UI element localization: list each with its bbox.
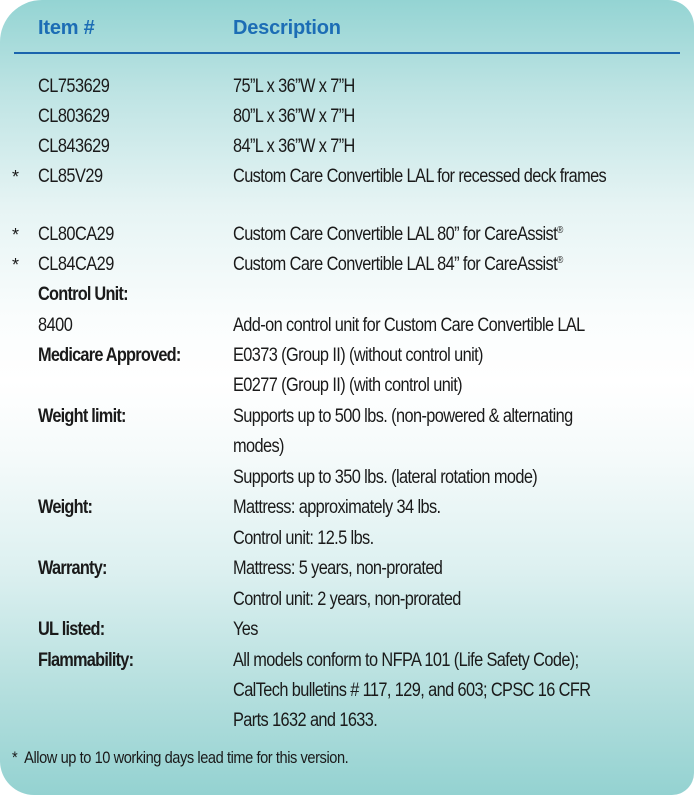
spec-value: CalTech bulletins # 117, 129, and 603; CPSC 16 CFR bbox=[233, 680, 591, 701]
spec-value: Supports up to 500 lbs. (non-powered & alternating bbox=[233, 406, 573, 427]
item-number: CL843629 bbox=[38, 136, 110, 157]
spec-value: modes) bbox=[233, 436, 284, 457]
table-row bbox=[0, 72, 694, 102]
asterisk-marker: * bbox=[12, 225, 20, 245]
spec-row-continuation bbox=[0, 371, 694, 401]
spec-value: Parts 1632 and 1633. bbox=[233, 710, 378, 731]
control-unit-row bbox=[0, 311, 694, 341]
spec-value: Yes bbox=[233, 619, 258, 640]
spec-label: Medicare Approved: bbox=[38, 345, 181, 366]
spec-label: Weight: bbox=[38, 497, 93, 518]
spec-row-continuation bbox=[0, 524, 694, 554]
spec-label: Weight limit: bbox=[38, 406, 126, 427]
control-unit-heading-row bbox=[0, 280, 694, 310]
spec-row-warranty bbox=[0, 554, 694, 584]
spec-label: Warranty: bbox=[38, 558, 107, 579]
control-unit-description: Add-on control unit for Custom Care Convertible LAL bbox=[233, 315, 585, 336]
footnote bbox=[12, 748, 403, 768]
spec-label: UL listed: bbox=[38, 619, 105, 640]
spec-value: E0373 (Group II) (without control unit) bbox=[233, 345, 483, 366]
table-header bbox=[38, 17, 678, 53]
spec-row-ul-listed bbox=[0, 615, 694, 645]
table-row bbox=[0, 162, 694, 192]
spec-row-continuation bbox=[0, 706, 694, 736]
control-unit-item-number: 8400 bbox=[38, 315, 73, 336]
registered-mark: ® bbox=[557, 225, 563, 236]
spec-row-weight-limit bbox=[0, 402, 694, 432]
spec-value: Control unit: 2 years, non-prorated bbox=[233, 589, 461, 610]
asterisk-marker: * bbox=[12, 167, 20, 187]
item-number: CL753629 bbox=[38, 76, 110, 97]
item-number: CL803629 bbox=[38, 106, 110, 127]
item-description: 84”L x 36”W x 7”H bbox=[233, 136, 355, 157]
asterisk-marker: * bbox=[12, 255, 20, 275]
spec-row-continuation bbox=[0, 676, 694, 706]
table-row bbox=[0, 250, 694, 280]
registered-mark: ® bbox=[557, 255, 563, 266]
spec-value: All models conform to NFPA 101 (Life Safety Code); bbox=[233, 650, 579, 671]
spec-value: Control unit: 12.5 lbs. bbox=[233, 528, 374, 549]
table-row bbox=[0, 132, 694, 162]
spec-row-medicare bbox=[0, 341, 694, 371]
spec-value: Supports up to 350 lbs. (lateral rotation mode) bbox=[233, 467, 538, 488]
spec-row-continuation bbox=[0, 585, 694, 615]
table-row bbox=[0, 220, 694, 250]
header-item-number: Item # bbox=[38, 17, 95, 39]
spec-value: Mattress: 5 years, non-prorated bbox=[233, 558, 443, 579]
table-row bbox=[0, 102, 694, 132]
item-description: 80”L x 36”W x 7”H bbox=[233, 106, 355, 127]
header-divider bbox=[14, 52, 680, 54]
spec-value: Mattress: approximately 34 lbs. bbox=[233, 497, 441, 518]
item-number: CL85V29 bbox=[38, 166, 103, 187]
item-number: CL84CA29 bbox=[38, 254, 114, 275]
spec-row-flammability bbox=[0, 646, 694, 676]
spec-row-continuation bbox=[0, 463, 694, 493]
spec-value: E0277 (Group II) (with control unit) bbox=[233, 375, 462, 396]
item-description: Custom Care Convertible LAL for recessed deck frames bbox=[233, 166, 607, 187]
header-description: Description bbox=[233, 17, 341, 39]
spec-label: Flammability: bbox=[38, 650, 134, 671]
item-description: Custom Care Convertible LAL 84” for CareAssist bbox=[233, 254, 558, 275]
asterisk-marker: * bbox=[12, 748, 18, 767]
spec-row-weight bbox=[0, 493, 694, 523]
control-unit-label: Control Unit: bbox=[38, 284, 128, 305]
item-description: 75”L x 36”W x 7”H bbox=[233, 76, 355, 97]
spec-row-continuation bbox=[0, 432, 694, 462]
item-number: CL80CA29 bbox=[38, 224, 114, 245]
item-description: Custom Care Convertible LAL 80” for CareAssist bbox=[233, 224, 558, 245]
footnote-text: Allow up to 10 working days lead time for this version. bbox=[24, 748, 349, 767]
